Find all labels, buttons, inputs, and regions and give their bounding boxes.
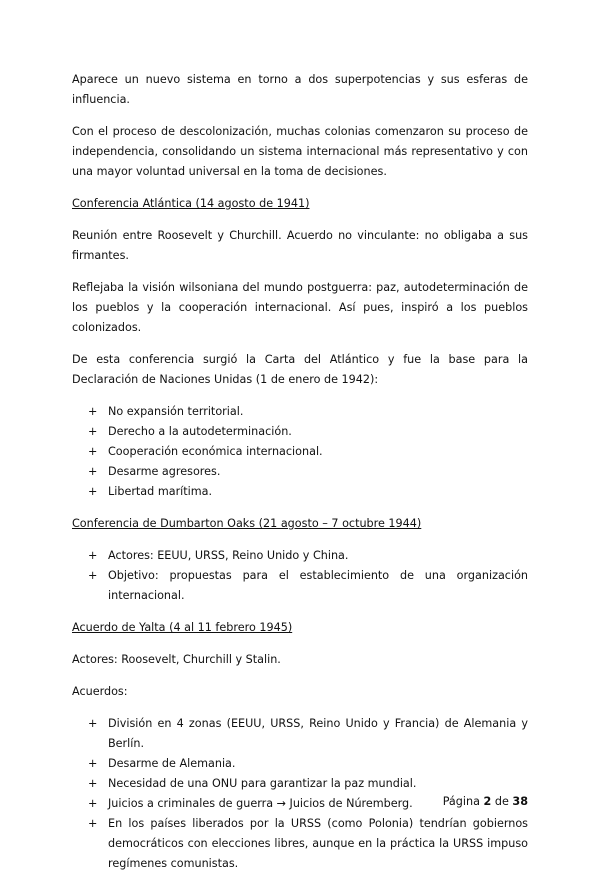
plus-bullet-icon: + [88,445,98,458]
intro-paragraph-2: Con el proceso de descolonización, muchas colonias comenzaron su proceso de independencia, consolidando un sistema internacional más representativo y con una mayor voluntad universal en la toma de decisiones. [72,125,528,178]
plus-bullet-icon: + [88,777,98,790]
list-item: + Juicios a criminales de guerra → Juicios de Núremberg. [72,794,528,814]
plus-bullet-icon: + [88,485,98,498]
list-item: + Derecho a la autodeterminación. [72,422,528,442]
plus-bullet-icon: + [88,717,98,730]
atlantica-list [72,402,528,502]
plus-bullet-icon: + [88,405,98,418]
footer-label: Página [442,795,480,808]
list-item: + Desarme de Alemania. [72,754,528,774]
plus-bullet-icon: + [88,465,98,478]
document-page [72,70,528,886]
footer-current-page: 2 [483,795,492,808]
list-item: + En los países liberados por la URSS (como Polonia) tendrían gobiernos democráticos con elecciones libres, aunque en la práctica la URSS impuso regímenes comunistas. [72,814,528,874]
plus-bullet-icon: + [88,569,98,582]
yalta-acuerdos-label: Acuerdos: [72,685,128,698]
yalta-list [72,714,528,874]
page-number-footer [443,795,528,808]
heading-acuerdo-yalta: Acuerdo de Yalta (4 al 11 febrero 1945) [72,621,293,634]
yalta-actors: Actores: Roosevelt, Churchill y Stalin. [72,653,281,666]
plus-bullet-icon: + [88,425,98,438]
list-item: + No expansión territorial. [72,402,528,422]
list-item: + Desarme agresores. [72,462,528,482]
plus-bullet-icon: + [88,797,98,810]
atlantica-paragraph-2: Reflejaba la visión wilsoniana del mundo postguerra: paz, autodeterminación de los pueblos y la cooperación internacional. Así pues, inspiró a los pueblos colonizados. [72,281,528,334]
atlantica-paragraph-1: Reunión entre Roosevelt y Churchill. Acuerdo no vinculante: no obligaba a sus firmantes. [72,229,528,262]
list-item: + Libertad marítima. [72,482,528,502]
footer-of: de [494,795,509,808]
atlantica-paragraph-3: De esta conferencia surgió la Carta del Atlántico y fue la base para la Declaración de Naciones Unidas (1 de enero de 1942): [72,353,528,386]
plus-bullet-icon: + [88,757,98,770]
list-item: + Cooperación económica internacional. [72,442,528,462]
list-item: + Objetivo: propuestas para el establecimiento de una organización internacional. [72,566,528,606]
list-item: + Actores: EEUU, URSS, Reino Unido y China. [72,546,528,566]
list-item: + Necesidad de una ONU para garantizar la paz mundial. [72,774,528,794]
footer-total-pages: 38 [512,795,528,808]
intro-paragraph-1: Aparece un nuevo sistema en torno a dos superpotencias y sus esferas de influencia. [72,73,528,106]
dumbarton-list [72,546,528,606]
list-item: + División en 4 zonas (EEUU, URSS, Reino Unido y Francia) de Alemania y Berlín. [72,714,528,754]
heading-dumbarton-oaks: Conferencia de Dumbarton Oaks (21 agosto – 7 octubre 1944) [72,517,422,530]
plus-bullet-icon: + [88,817,98,830]
heading-conferencia-atlantica: Conferencia Atlántica (14 agosto de 1941) [72,197,310,210]
plus-bullet-icon: + [88,549,98,562]
